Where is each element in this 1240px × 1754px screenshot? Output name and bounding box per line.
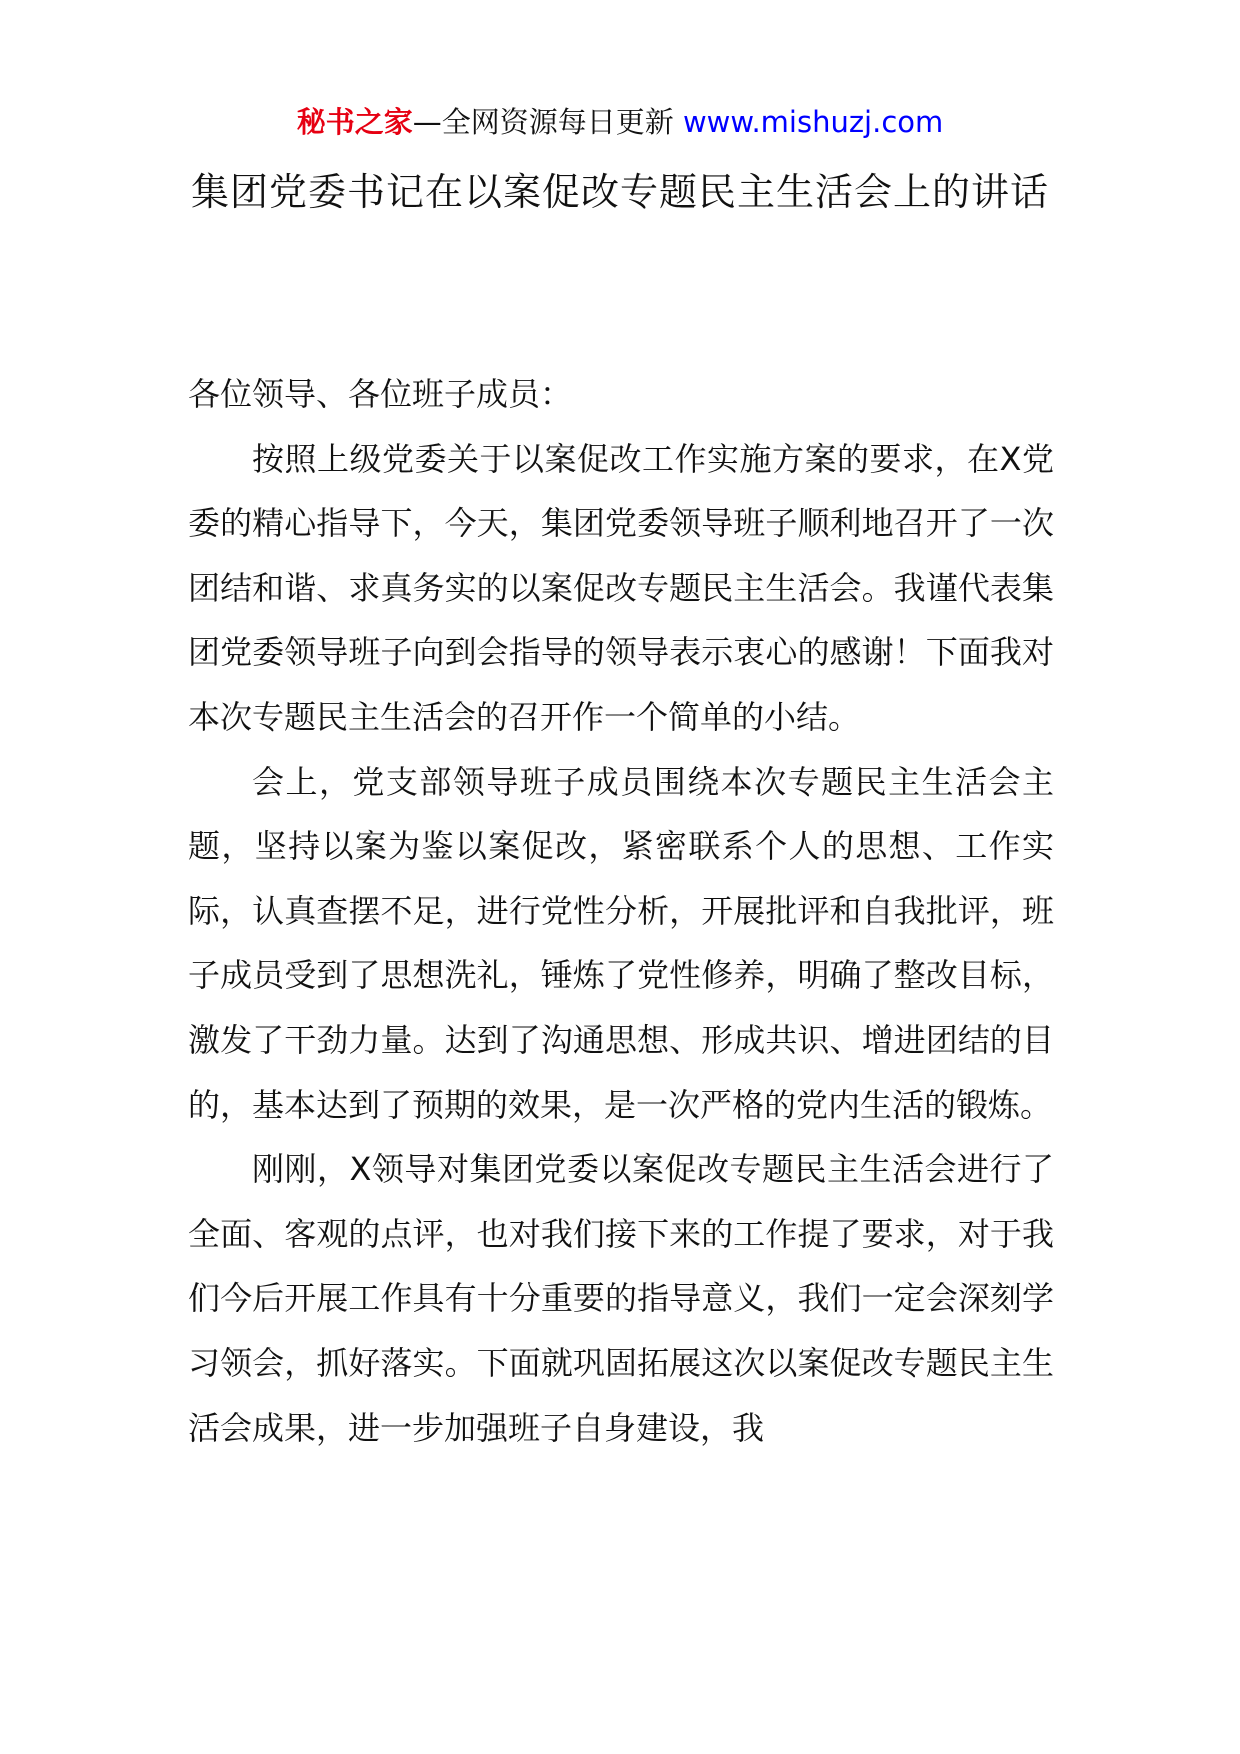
salutation: 各位领导、各位班子成员： — [188, 375, 573, 413]
site-header — [0, 100, 1240, 144]
document-title: 集团党委书记在以案促改专题民主生活会上的讲话 — [190, 170, 1049, 214]
paragraph-2: 会上，党支部领导班子成员围绕本次专题民主生活会主题，坚持以案为鉴以案促改，紧密联系个人的思想、工作实际，认真查摆不足，进行党性分析，开展批评和自我批评，班子成员受到了思想洗礼，锤炼了党性修养，明确了整改目标，激发了干劲力量。达到了沟通思想、形成共识、增进团结的目的，基本达到了预期的效果，是一次严格的党内生活的锻炼。 — [188, 762, 1054, 1124]
site-url-link[interactable]: www.mishuzj.com — [682, 105, 944, 139]
header-tagline: —全网资源每日更新 — [412, 105, 674, 139]
brand-name: 秘书之家 — [296, 105, 413, 139]
document-body — [188, 362, 1054, 1460]
paragraph-1: 按照上级党委关于以案促改工作实施方案的要求，在X党委的精心指导下，今天，集团党委领导班子顺利地召开了一次团结和谐、求真务实的以案促改专题民主生活会。我谨代表集团党委领导班子向到会指导的领导表示衷心的感谢！下面我对本次专题民主生活会的召开作一个简单的小结。 — [188, 439, 1054, 736]
paragraph-3: 刚刚，X领导对集团党委以案促改专题民主生活会进行了全面、客观的点评，也对我们接下来的工作提了要求，对于我们今后开展工作具有十分重要的指导意义，我们一定会深刻学习领会，抓好落实。下面就巩固拓展这次以案促改专题民主生活会成果，进一步加强班子自身建设，我 — [188, 1150, 1054, 1447]
